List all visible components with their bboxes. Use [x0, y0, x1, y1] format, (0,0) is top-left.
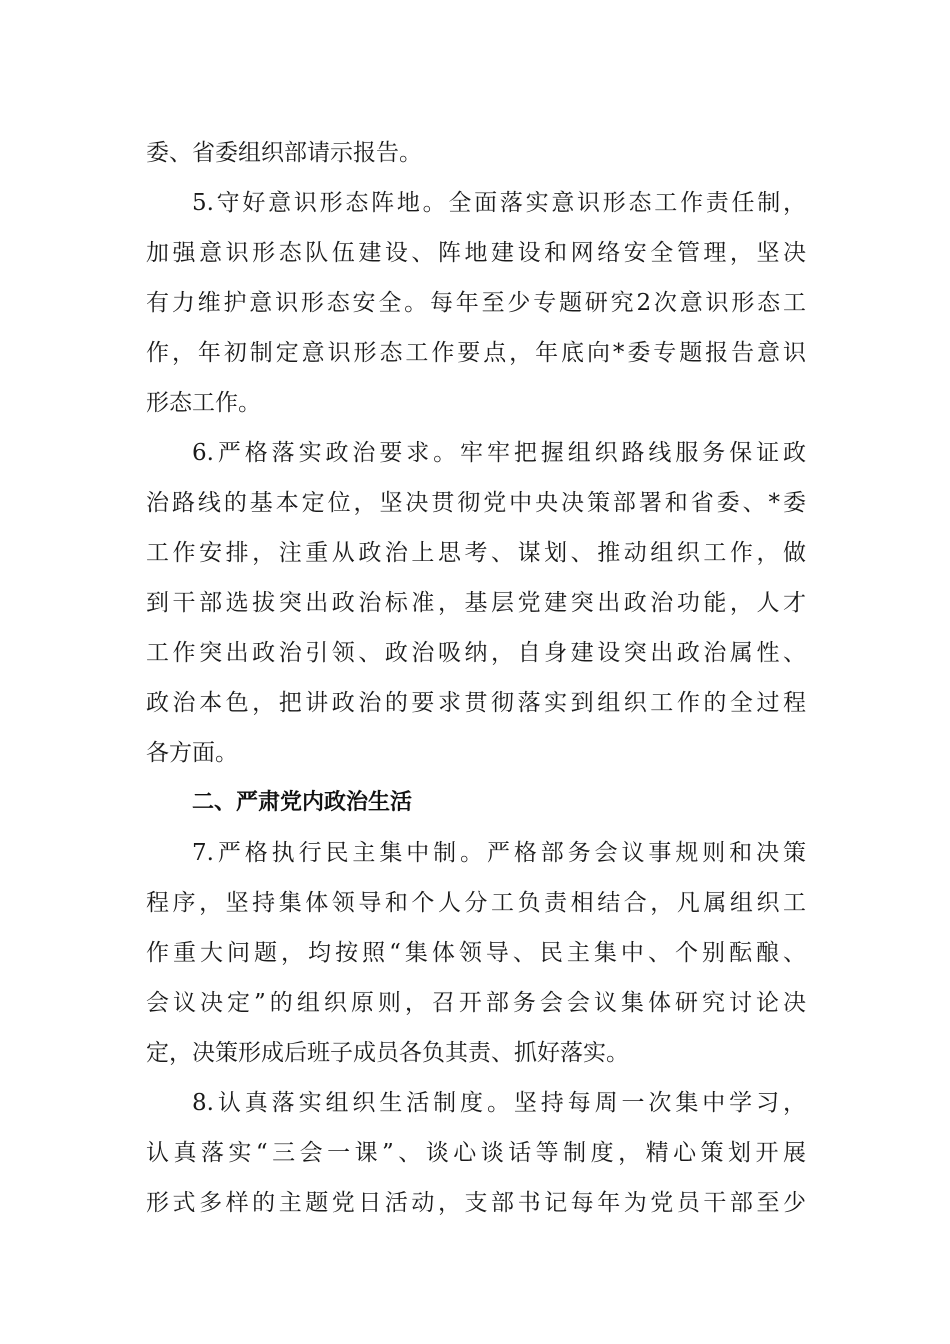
paragraph-4-line-3: 会议决定”的组织原则，召开部务会会议集体研究讨论决	[146, 990, 806, 1016]
paragraph-5-line-1: 认真落实“三会一课”、谈心谈话等制度，精心策划开展	[146, 1140, 806, 1166]
section-heading: 二、严肃党内政治生活	[192, 790, 413, 815]
paragraph-2-line-2: 工作安排，注重从政治上思考、谋划、推动组织工作，做	[146, 540, 806, 566]
document-body	[146, 128, 806, 1228]
paragraph-1-line-3: 作，年初制定意识形态工作要点，年底向*委专题报告意识	[146, 340, 806, 366]
paragraph-2-line-5: 政治本色，把讲政治的要求贯彻落实到组织工作的全过程	[146, 690, 806, 716]
paragraph-1-line-2: 有力维护意识形态安全。每年至少专题研究2次意识形态工	[146, 290, 806, 316]
paragraph-5-line-0: 8.认真落实组织生活制度。坚持每周一次集中学习，	[192, 1090, 806, 1116]
paragraph-5-line-2: 形式多样的主题党日活动，支部书记每年为党员干部至少	[146, 1190, 806, 1216]
paragraph-2-line-6: 各方面。	[146, 740, 238, 766]
paragraph-1-line-1: 加强意识形态队伍建设、阵地建设和网络安全管理，坚决	[146, 240, 806, 266]
paragraph-2-line-4: 工作突出政治引领、政治吸纳，自身建设突出政治属性、	[146, 640, 806, 666]
paragraph-4-line-1: 程序，坚持集体领导和个人分工负责相结合，凡属组织工	[146, 890, 806, 916]
paragraph-4-line-2: 作重大问题，均按照“集体领导、民主集中、个别酝酿、	[146, 940, 806, 966]
paragraph-0-line-0: 委、省委组织部请示报告。	[146, 140, 422, 166]
paragraph-4-line-0: 7.严格执行民主集中制。严格部务会议事规则和决策	[192, 840, 806, 866]
paragraph-1-line-0: 5.守好意识形态阵地。全面落实意识形态工作责任制，	[192, 190, 806, 216]
paragraph-4-line-4: 定，决策形成后班子成员各负其责、抓好落实。	[146, 1040, 629, 1066]
paragraph-2-line-3: 到干部选拔突出政治标准，基层党建突出政治功能，人才	[146, 590, 806, 616]
paragraph-1-line-4: 形态工作。	[146, 390, 261, 416]
paragraph-2-line-0: 6.严格落实政治要求。牢牢把握组织路线服务保证政	[192, 440, 806, 466]
paragraph-2-line-1: 治路线的基本定位，坚决贯彻党中央决策部署和省委、*委	[146, 490, 806, 516]
